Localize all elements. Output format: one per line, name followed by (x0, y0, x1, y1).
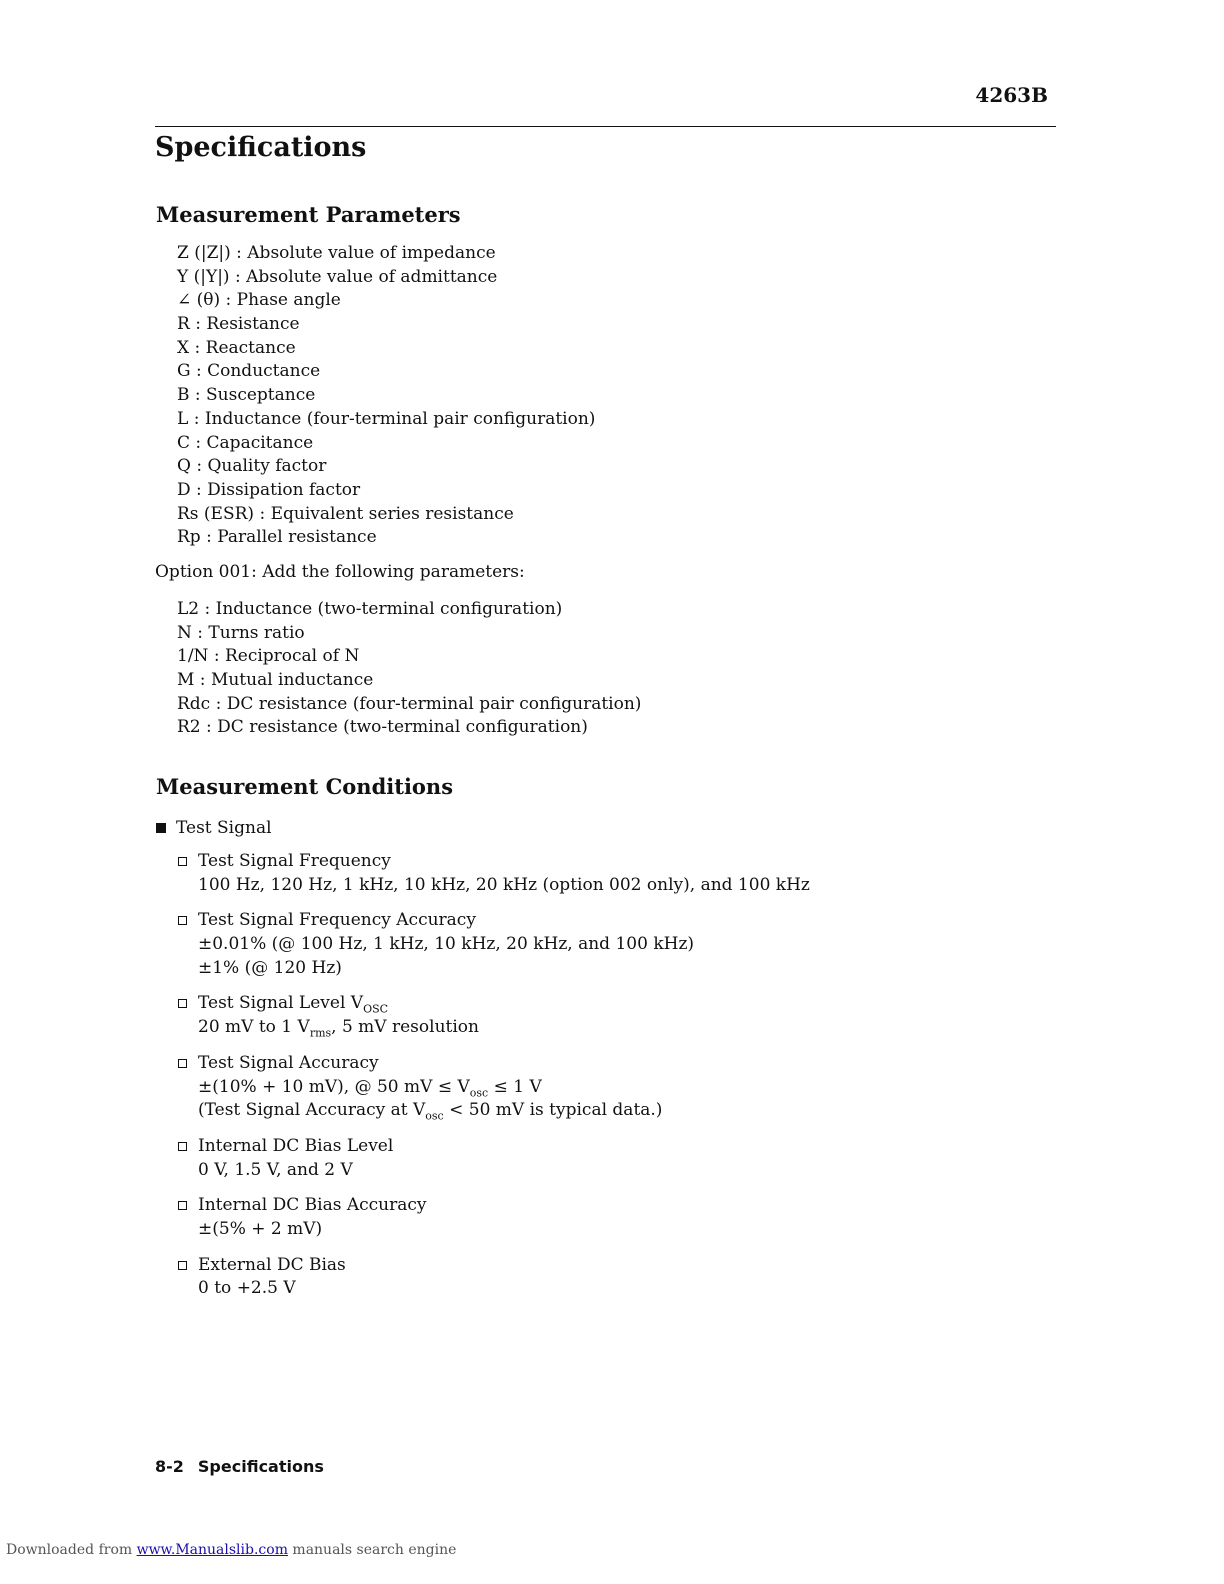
parameter-item: Y (|Y|) : Absolute value of admittance (177, 266, 498, 287)
model-number: 4263B (975, 83, 1048, 107)
spec-test-signal-accuracy (178, 1052, 810, 1123)
subscript: osc (469, 1085, 489, 1099)
parameter-item: Rs (ESR) : Equivalent series resistance (177, 503, 514, 524)
option-001-line: Option 001: Add the following parameters: (155, 562, 525, 582)
spec-value: 100 Hz, 120 Hz, 1 kHz, 10 kHz, 20 kHz (option 002 only), and 100 kHz (198, 874, 810, 895)
spec-title-text: Test Signal Level V (198, 993, 364, 1014)
open-square-bullet-icon (178, 1059, 187, 1068)
measurement-parameters-heading: Measurement Parameters (156, 202, 461, 227)
open-square-bullet-icon (178, 1142, 187, 1151)
parameter-item: Z (|Z|) : Absolute value of impedance (177, 243, 496, 263)
spec-value: ±0.01% (@ 100 Hz, 1 kHz, 10 kHz, 20 kHz, and 100 kHz) (198, 934, 695, 955)
option-parameter-item: Rdc : DC resistance (four-terminal pair configuration) (177, 693, 642, 714)
open-square-bullet-icon (178, 1201, 187, 1210)
parameter-item: L : Inductance (four-terminal pair configuration) (177, 408, 596, 429)
spec-value: ±(5% + 2 mV) (198, 1218, 323, 1239)
parameter-item: X : Reactance (177, 337, 296, 358)
download-suffix: manuals search engine (287, 1542, 457, 1558)
spec-title (178, 992, 810, 1016)
spec-note-text: (Test Signal Accuracy at V (198, 1100, 426, 1121)
bullet-label: Test Signal (176, 818, 272, 838)
spec-internal-dc-bias-level (178, 1135, 810, 1182)
spec-value-text: ≤ 1 V (488, 1076, 542, 1097)
option-parameter-item: L2 : Inductance (two-terminal configuration) (177, 599, 563, 619)
spec-test-signal-frequency (178, 850, 810, 897)
open-square-bullet-icon (178, 916, 187, 925)
option-parameter-list (177, 598, 641, 740)
conditions-section (156, 815, 810, 1301)
spec-value: 0 to +2.5 V (198, 1278, 296, 1299)
parameter-list (177, 242, 595, 550)
spec-value: 0 V, 1.5 V, and 2 V (198, 1159, 353, 1180)
spec-title: Test Signal Accuracy (198, 1052, 379, 1073)
parameter-item: G : Conductance (177, 361, 321, 382)
spec-value: ±1% (@ 120 Hz) (198, 957, 342, 978)
page-title: Specifications (155, 132, 367, 163)
subscript: rms (309, 1026, 332, 1040)
spec-title: Test Signal Frequency (198, 851, 391, 871)
subscript: osc (425, 1109, 444, 1123)
parameter-item: D : Dissipation factor (177, 479, 361, 500)
option-parameter-item: M : Mutual inductance (177, 670, 374, 691)
parameter-item: ∠ (θ) : Phase angle (177, 290, 341, 311)
bullet-test-signal (156, 815, 810, 841)
parameter-item: R : Resistance (177, 314, 300, 335)
option-parameter-item: N : Turns ratio (177, 622, 305, 643)
manualslib-link[interactable]: www.Manualslib.com (136, 1542, 288, 1558)
measurement-conditions-heading: Measurement Conditions (156, 774, 454, 799)
open-square-bullet-icon (178, 1261, 187, 1270)
download-notice (6, 1542, 456, 1558)
page-footer (155, 1457, 324, 1476)
download-prefix: Downloaded from (6, 1542, 137, 1558)
subscript: OSC (363, 1002, 389, 1016)
filled-square-bullet-icon (156, 823, 166, 833)
spec-value-text: , 5 mV resolution (331, 1017, 479, 1038)
parameter-item: C : Capacitance (177, 432, 314, 453)
parameter-item: Q : Quality factor (177, 456, 327, 477)
spec-title: External DC Bias (198, 1254, 346, 1275)
spec-note (178, 1099, 810, 1123)
spec-test-signal-level (178, 992, 810, 1039)
spec-value-text: ±(10% + 10 mV), @ 50 mV ≤ V (198, 1076, 470, 1097)
spec-title: Internal DC Bias Accuracy (198, 1195, 427, 1216)
parameter-item: B : Susceptance (177, 385, 316, 406)
open-square-bullet-icon (178, 999, 187, 1008)
spec-title: Internal DC Bias Level (198, 1135, 394, 1156)
footer-section: Specifications (197, 1457, 324, 1476)
spec-value-text: 20 mV to 1 V (198, 1017, 310, 1038)
spec-note-text: < 50 mV is typical data.) (443, 1100, 663, 1121)
spec-internal-dc-bias-accuracy (178, 1194, 810, 1241)
header-rule (155, 126, 1056, 127)
spec-frequency-accuracy (178, 909, 810, 980)
open-square-bullet-icon (178, 857, 187, 866)
spec-value (178, 1016, 810, 1040)
spec-title: Test Signal Frequency Accuracy (198, 910, 476, 931)
option-parameter-item: R2 : DC resistance (two-terminal configuration) (177, 717, 588, 738)
page-number: 8-2 (155, 1457, 184, 1476)
option-parameter-item: 1/N : Reciprocal of N (177, 646, 360, 667)
spec-value (178, 1076, 810, 1100)
spec-external-dc-bias (178, 1254, 810, 1301)
parameter-item: Rp : Parallel resistance (177, 527, 377, 548)
